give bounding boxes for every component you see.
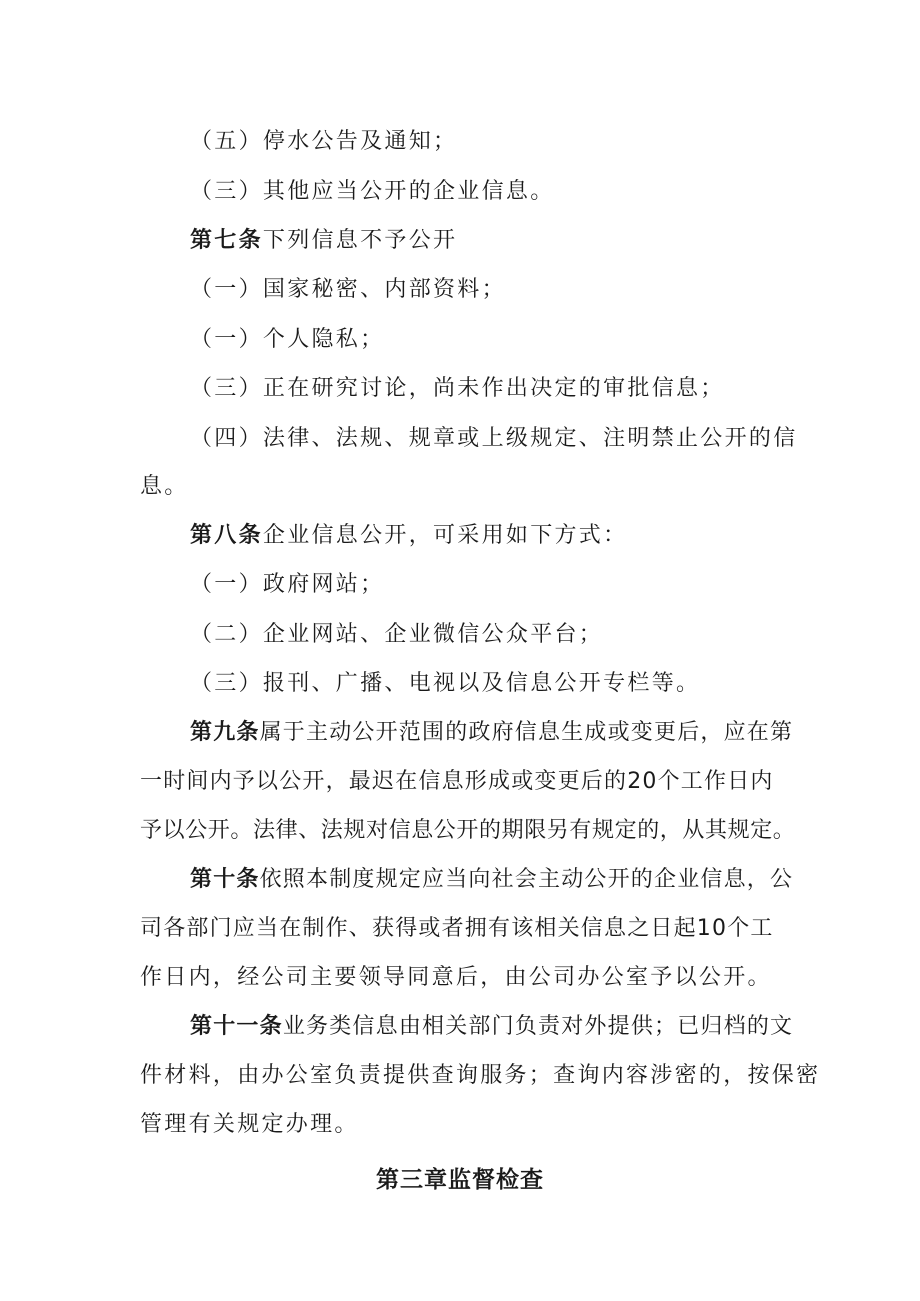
line-text: 息。 (140, 474, 189, 499)
line-text: （一）国家秘密、内部资料； (190, 277, 506, 302)
article-label: 第七条 (190, 228, 263, 253)
list-item-under-discussion (190, 374, 835, 404)
line-text: 下列信息不予公开 (262, 228, 458, 253)
list-item-media (190, 669, 835, 699)
line-text: 司各部门应当在制作、获得或者拥有该相关信息之日起10个工 (140, 916, 774, 941)
paragraph-line (140, 1061, 821, 1091)
line-text: 予以公开。法律、法规对信息公开的期限另有规定的，从其规定。 (140, 818, 796, 843)
paragraph-line (140, 914, 785, 944)
list-item-privacy (190, 325, 835, 355)
line-text: （四）法律、法规、规章或上级规定、注明禁止公开的信 (190, 426, 798, 451)
article-8-heading (190, 521, 835, 551)
list-item-gov-website (190, 570, 835, 600)
line-text: （三）报刊、广播、电视以及信息公开专栏等。 (190, 671, 701, 696)
article-label: 第十条 (190, 867, 260, 892)
article-7-heading (190, 226, 835, 256)
line-text: 件材料，由办公室负责提供查询服务；查询内容涉密的，按保密 (140, 1063, 821, 1088)
list-item-stop-water-notice (190, 127, 835, 157)
line-text: 管理有关规定办理。 (140, 1112, 359, 1137)
line-text: 业务类信息由相关部门负责对外提供；已归档的文 (282, 1014, 794, 1039)
article-label: 第八条 (190, 523, 263, 548)
line-text: 一时间内予以公开，最迟在信息形成或变更后的20个工作日内 (140, 769, 774, 794)
list-item-legal-prohibition (190, 424, 835, 454)
line-text: 作日内，经公司主要领导同意后，由公司办公室予以公开。 (140, 965, 772, 990)
paragraph-line (140, 963, 785, 993)
paragraph-line (140, 816, 796, 846)
line-text: （三）其他应当公开的企业信息。 (190, 179, 555, 204)
chapter-heading: 第三章监督检查 (376, 1167, 544, 1193)
line-text: 企业信息公开，可采用如下方式： (262, 523, 628, 548)
article-label: 第九条 (190, 720, 260, 745)
article-11-heading (190, 1012, 835, 1042)
list-item-other-info (190, 177, 835, 207)
line-text: （五）停水公告及通知； (190, 129, 458, 154)
article-9-heading (190, 718, 835, 748)
paragraph-line (140, 1110, 785, 1140)
article-label: 第十一条 (190, 1014, 283, 1039)
line-text: （一）个人隐私； (190, 327, 385, 352)
line-text: 依照本制度规定应当向社会主动公开的企业信息，公 (259, 867, 794, 892)
paragraph-line (140, 472, 785, 502)
line-text: （二）企业网站、企业微信公众平台； (190, 622, 604, 647)
line-text: （一）政府网站； (190, 572, 385, 597)
line-text: 属于主动公开范围的政府信息生成或变更后，应在第 (259, 720, 794, 745)
list-item-state-secrets (190, 275, 835, 305)
line-text: （三）正在研究讨论，尚未作出决定的审批信息； (190, 376, 725, 401)
article-10-heading (190, 865, 835, 895)
paragraph-line (140, 767, 785, 797)
list-item-company-website (190, 620, 835, 650)
